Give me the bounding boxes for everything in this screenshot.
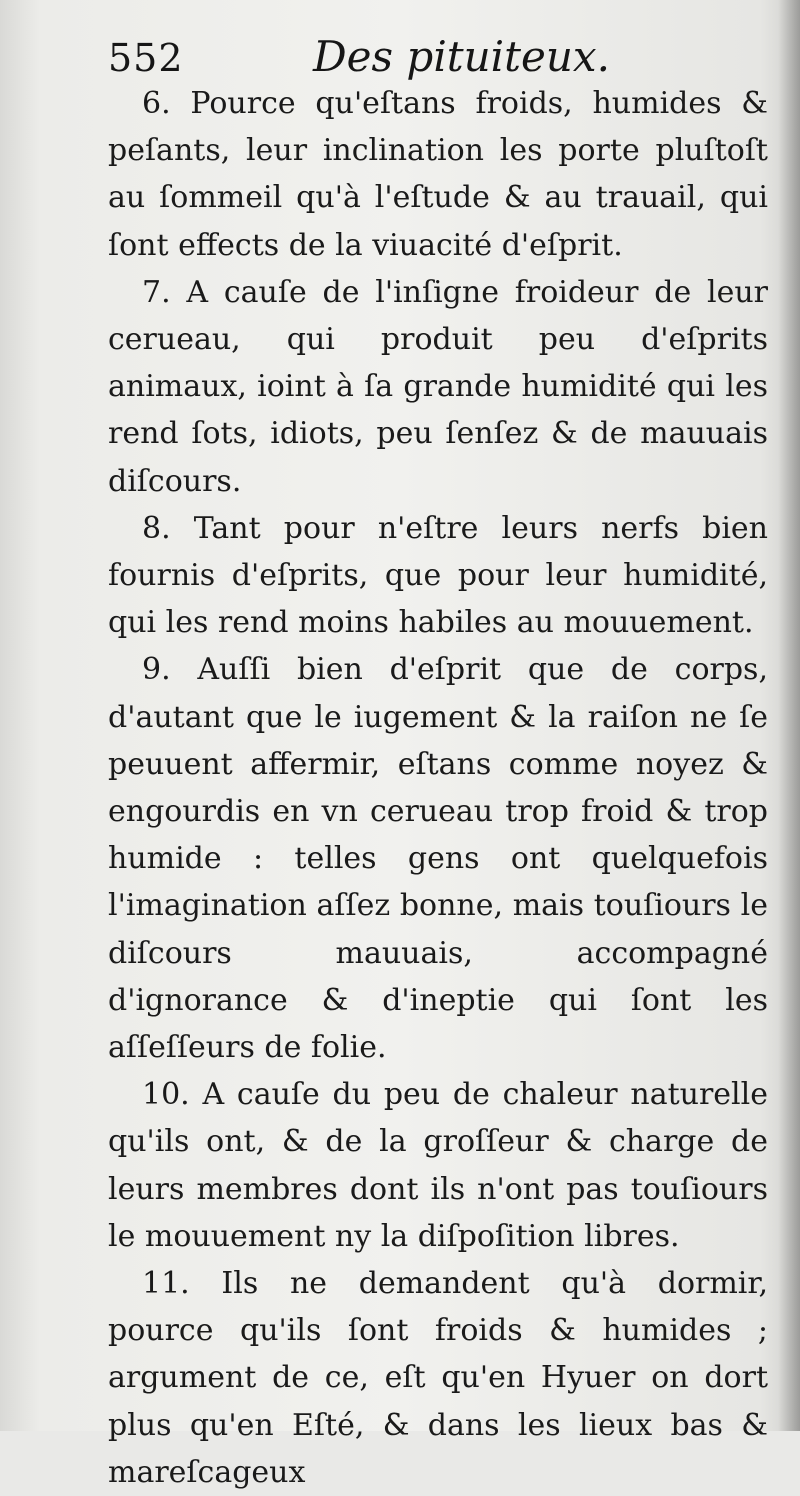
paragraph-9: 9. Auſſi bien d'eſprit que de corps, d'autant que le iugement & la raiſon ne ſe peuuent affermir, eſtans comme noyez & engourdis en vn cerueau trop froid & trop humide : telles gens ont quelquefois l'imagination aſſez bonne, mais touſiours le diſcours mauuais, accompagné d'ignorance & d'ineptie qui ſont les aſſeſſeurs de folie. [108, 652, 768, 1066]
page-header [108, 28, 748, 88]
body-text [108, 80, 768, 1496]
paragraph-10: 10. A cauſe du peu de chaleur naturelle qu'ils ont, & de la groſſeur & charge de leurs membres dont ils n'ont pas touſiours le mouuement ny la diſpoſition libres. [108, 1077, 768, 1254]
paragraph-8: 8. Tant pour n'eſtre leurs nerfs bien fournis d'eſprits, que pour leur humidité, qui les rend moins habiles au mouuement. [108, 510, 768, 641]
running-head: Des pituiteux. [313, 32, 610, 81]
page-gutter-shadow [778, 0, 800, 1431]
paragraph-11: 11. Ils ne demandent qu'à dormir, pource qu'ils ſont froids & humides ; argument de ce, eſt qu'en Hyuer on dort plus qu'en Eſté, & dans les lieux bas & mareſcageux [108, 1266, 768, 1490]
paragraph-7: 7. A cauſe de l'inſigne froideur de leur cerueau, qui produit peu d'eſprits animaux, ioint à ſa grande humidité qui les rend ſots, idiots, peu ſenſez & de mauuais diſcours. [108, 274, 768, 499]
paragraph-6: 6. Pource qu'eſtans froids, humides & peſants, leur inclination les porte pluſtoſt au ſommeil qu'à l'eſtude & au trauail, qui ſont effects de la viuacité d'eſprit. [108, 86, 768, 263]
page-number: 552 [108, 36, 184, 80]
